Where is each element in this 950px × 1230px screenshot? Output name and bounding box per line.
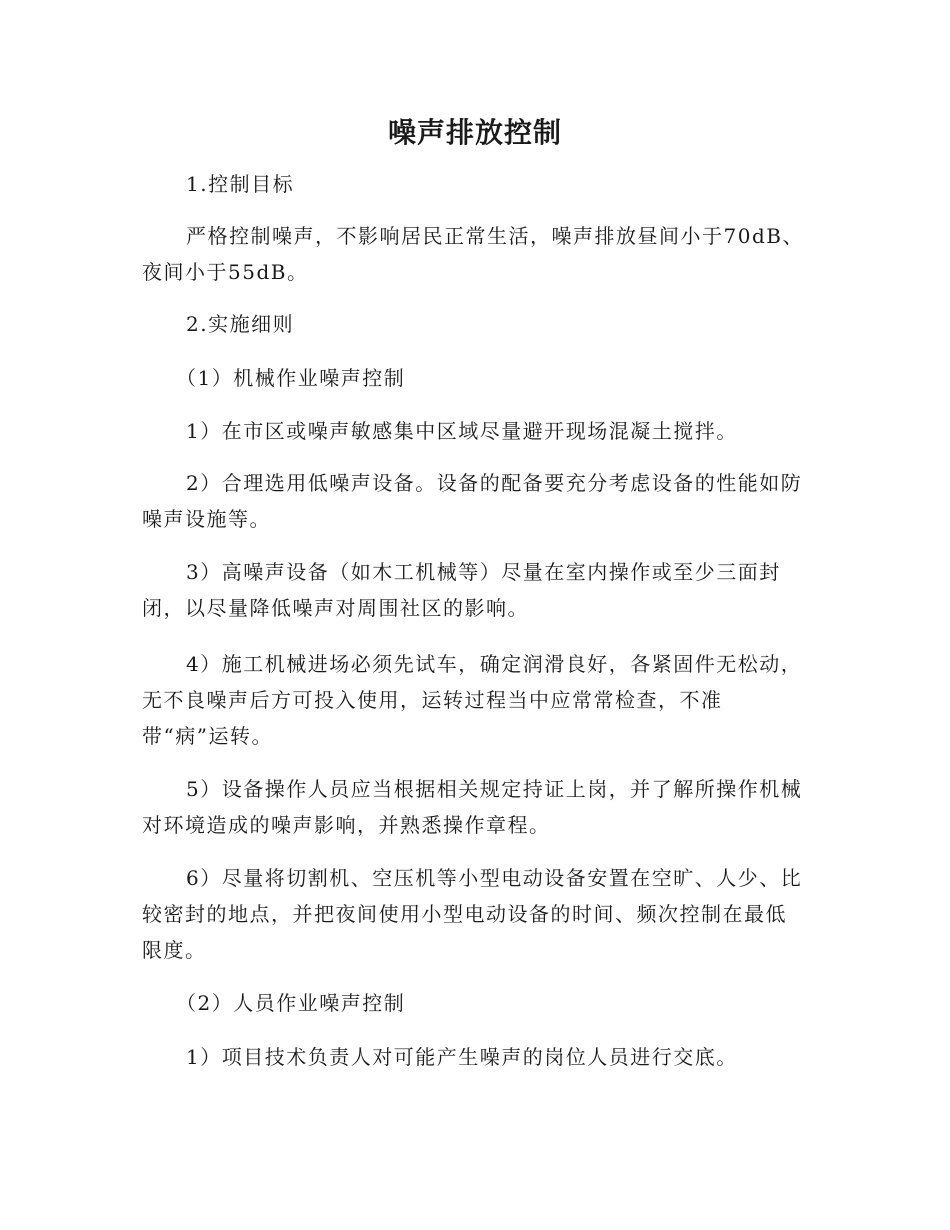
list-item-machinery-1: 1）在市区或噪声敏感集中区域尽量避开现场混凝土搅拌。 bbox=[186, 419, 738, 443]
section-heading-control-target: 1.控制目标 bbox=[186, 172, 295, 196]
list-item-machinery-2: 2）合理选用低噪声设备。设备的配备要充分考虑设备的性能如防 噪声设施等。 bbox=[142, 471, 803, 531]
list-item-machinery-4: 4）施工机械进场必须先试车，确定润滑良好，各紧固件无松动， 无不良噪声后方可投入使用，运转过程当中应常常检查，不准 带“病”运转。 bbox=[142, 652, 803, 748]
subsection-heading-personnel: （2）人员作业噪声控制 bbox=[176, 991, 406, 1015]
subsection-heading-machinery: （1）机械作业噪声控制 bbox=[176, 366, 406, 390]
section-heading-implementation: 2.实施细则 bbox=[186, 312, 295, 336]
document-title: 噪声排放控制 bbox=[387, 116, 562, 149]
list-item-machinery-6: 6）尽量将切割机、空压机等小型电动设备安置在空旷、人少、比 较密封的地点，并把夜间使用小型电动设备的时间、频次控制在最低 限度。 bbox=[142, 866, 803, 962]
list-item-machinery-3: 3）高噪声设备（如木工机械等）尽量在室内操作或至少三面封 闭，以尽量降低噪声对周围社区的影响。 bbox=[142, 560, 781, 620]
list-item-personnel-1: 1）项目技术负责人对可能产生噪声的岗位人员进行交底。 bbox=[186, 1045, 738, 1069]
paragraph-control-target: 严格控制噪声，不影响居民正常生活，噪声排放昼间小于70dB、 夜间小于55dB。 bbox=[142, 224, 804, 284]
list-item-machinery-5: 5）设备操作人员应当根据相关规定持证上岗，并了解所操作机械 对环境造成的噪声影响，并熟悉操作章程。 bbox=[142, 777, 803, 837]
